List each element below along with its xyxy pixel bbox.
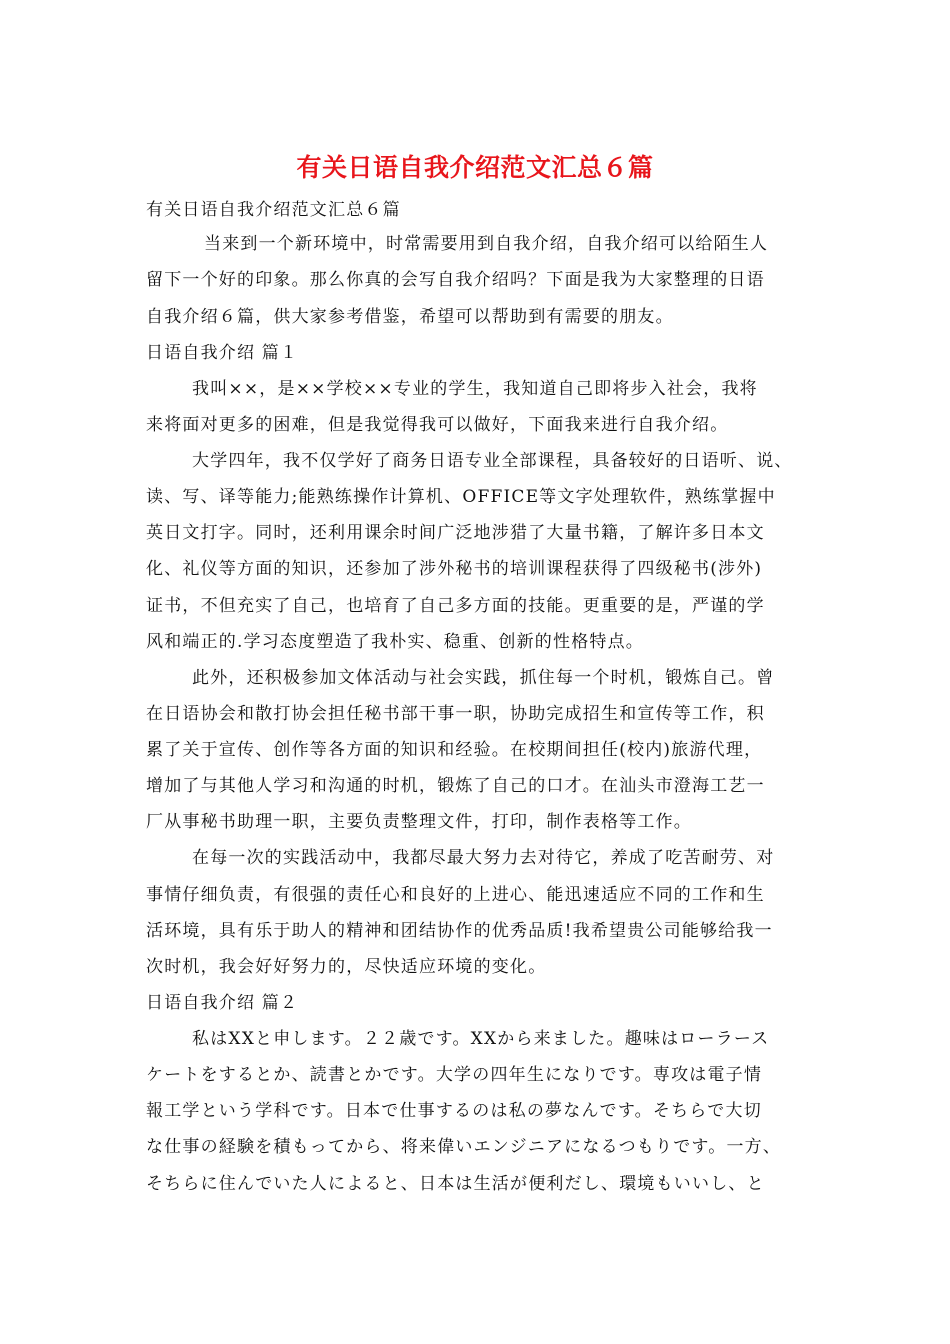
section1-line: 证书，不但充实了自己，也培育了自己多方面的技能。更重要的是，严谨的学 (146, 596, 765, 616)
section1-line: 厂从事秘书助理一职，主要负责整理文件，打印，制作表格等工作。 (146, 812, 692, 832)
intro-line: 留下一个好的印象。那么你真的会写自我介绍吗？下面是我为大家整理的日语 (146, 270, 765, 290)
section1-line: 英日文打字。同时，还利用课余时间广泛地涉猎了大量书籍，了解许多日本文 (146, 523, 765, 543)
section1-line: 读、写、译等能力;能熟练操作计算机、OFFICE等文字处理软件，熟练掌握中 (146, 487, 776, 507)
section1-line: 大学四年，我不仅学好了商务日语专业全部课程，具备较好的日语听、说、 (192, 451, 793, 471)
section1-line: 来将面对更多的困难，但是我觉得我可以做好，下面我来进行自我介绍。 (146, 415, 729, 435)
section-heading: 日语自我介绍 篇２ (146, 993, 299, 1013)
document-subtitle: 有关日语自我介绍范文汇总６篇 (146, 200, 401, 220)
section1-line: 活环境，具有乐于助人的精神和团结协作的优秀品质!我希望贵公司能够给我一 (146, 921, 773, 941)
section1-line: 累了关于宣传、创作等各方面的知识和经验。在校期间担任(校内)旅游代理， (146, 740, 763, 760)
section1-line: 在每一次的实践活动中，我都尽最大努力去对待它，养成了吃苦耐劳、对 (192, 848, 775, 868)
section1-line: 风和端正的.学习态度塑造了我朴实、稳重、创新的性格特点。 (146, 632, 645, 652)
section1-line: 次时机，我会好好努力的，尽快适应环境的变化。 (146, 957, 547, 977)
section2-line: な仕事の経験を積もってから、将来偉いエンジニアになるつもりです。一方、 (146, 1137, 782, 1157)
section1-line: 此外，还积极参加文体活动与社会实践，抓住每一个时机，锻炼自己。曾 (192, 668, 775, 688)
section1-line: 在日语协会和散打协会担任秘书部干事一职，协助完成招生和宣传等工作，积 (146, 704, 765, 724)
intro-line: 当来到一个新环境中，时常需要用到自我介绍，自我介绍可以给陌生人 (204, 234, 769, 254)
section1-line: 化、礼仪等方面的知识，还参加了涉外秘书的培训课程获得了四级秘书(涉外) (146, 559, 763, 579)
section2-line: ケートをするとか、読書とかです。大学の四年生になりです。専攻は電子情 (146, 1065, 763, 1085)
section1-line: 增加了与其他人学习和沟通的时机，锻炼了自己的口才。在汕头市澄海工艺一 (146, 776, 765, 796)
section1-line: 事情仔细负责，有很强的责任心和良好的上进心、能迅速适应不同的工作和生 (146, 885, 765, 905)
section2-line: 報工学という学科です。日本で仕事するのは私の夢なんです。そちらで大切 (146, 1101, 762, 1121)
section2-line: そちらに住んでいた人によると、日本は生活が便利だし、環境もいいし、と (146, 1174, 765, 1194)
intro-line: 自我介绍６篇，供大家参考借鉴，希望可以帮助到有需要的朋友。 (146, 307, 674, 327)
document-title: 有关日语自我介绍范文汇总６篇 (296, 153, 654, 182)
section1-line: 我叫××，是××学校××专业的学生，我知道自己即将步入社会，我将 (192, 379, 758, 399)
section-heading: 日语自我介绍 篇１ (146, 343, 299, 363)
section2-line: 私はXXと申します。２２歳です。XXから来ました。趣味はローラース (192, 1029, 770, 1049)
